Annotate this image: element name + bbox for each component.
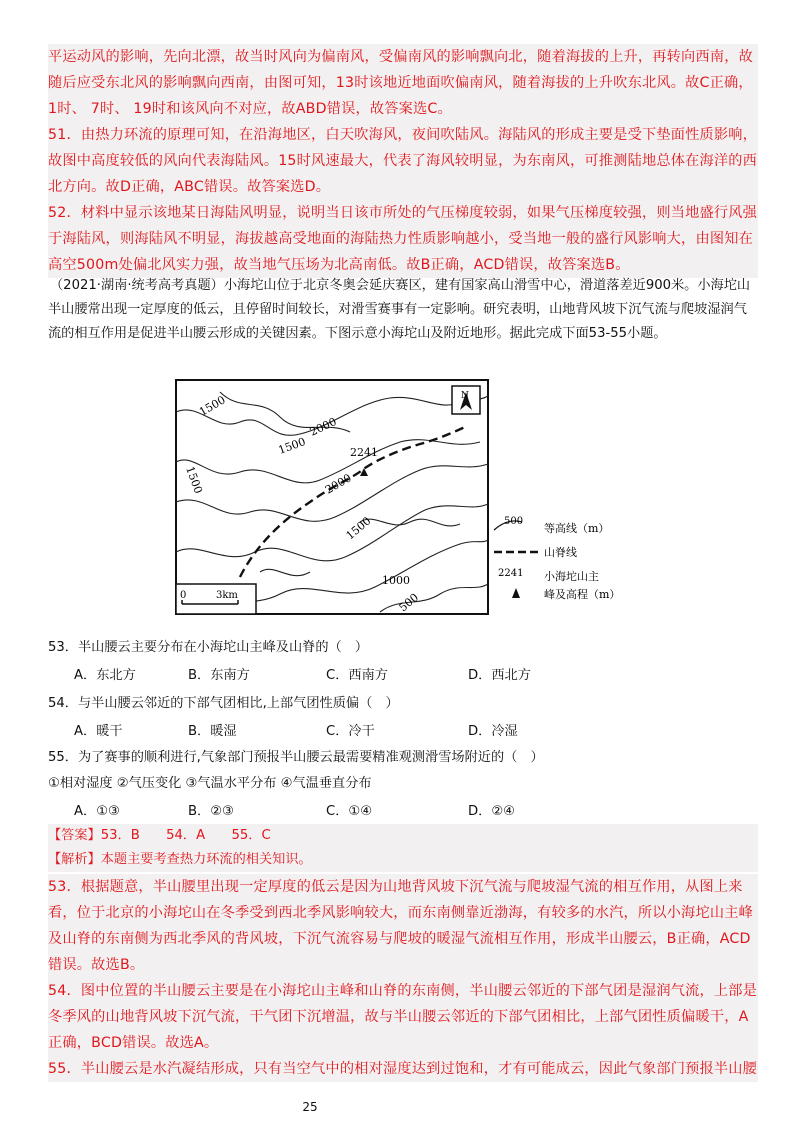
legend-contour-sample: 500 [504,516,524,527]
contour-label-4: 1500 [183,464,205,496]
peak-label: 2241 [350,446,378,459]
option-54-b[interactable]: B．暖湿 [188,724,237,739]
explanation-52: 52．材料中显示该地某日海陆风明显，说明当日该市所处的气压梯度较弱，如果气压梯度较强，则当地盛行风强于海陆风，则海陆风不明显，海拔越高受地面的海陆热力性质影响越小，受当地一般的盛行风影响大，由图知在高空500m处偏北风实力强，故当地气压场为北高南低。故B正确，ACD错误，故答案选B。 [48,200,758,278]
north-arrow [452,386,480,414]
question-intro: （2021·湖南·统考高考真题）小海坨山位于北京冬奥会延庆赛区，建有国家高山滑雪中心，滑道落差近900米。小海坨山半山腰常出现一定厚度的低云，且停留时间较长，对滑雪赛事有一定影响。研究表明，山地背风坡下沉气流与爬坡湿润气流的相互作用是促进半山腰云形成的关键因素。下图示意小海坨山及附近地形。据此完成下面53-55小题。 [48,278,751,341]
option-54-d[interactable]: D．冷湿 [468,724,518,739]
question-54: 54．与半山腰云邻近的下部气团相比,上部气团性质偏（ ） [48,696,399,711]
contour-label-3: 1500 [276,435,308,457]
option-55-b[interactable]: B．②③ [188,804,234,819]
question-54-options [62,720,742,744]
explanation-51: 51．由热力环流的原理可知，在沿海地区，白天吹海风，夜间吹陆风。海陆风的形成主要是受下垫面性质影响，故图中高度较低的风向代表海陆风。15时风速最大，代表了海风较明显，为东南风，可推测陆地总体在海洋的西北方向。故D正确，ABC错误。故答案选D。 [48,122,758,200]
contour-label-1: 1500 [197,393,228,419]
option-55-a[interactable]: A．①③ [74,804,120,819]
contour-label-7: 1000 [382,574,410,587]
option-55-c[interactable]: C．①④ [326,804,373,819]
scale-bar [176,584,256,614]
contour-label-8: 500 [396,590,422,615]
option-55-d[interactable]: D．②④ [468,804,515,819]
explanation-53: 53．根据题意，半山腰里出现一定厚度的低云是因为山地背风坡下沉气流与爬坡湿气流的相互作用，从图上来看，位于北京的小海坨山在冬季受到西北季风影响较大，而东南侧靠近渤海，有较多的水汽，所以小海坨山主峰及山脊的东南侧为西北季风的背风坡，下沉气流容易与爬坡的暖湿气流相互作用，形成半山腰云，B正确，ACD错误。故选B。 [48,874,758,978]
explanation-55: 55．半山腰云是水汽凝结形成，只有当空气中的相对湿度达到过饱和，才有可能成云，因此气象部门预报半山腰 [48,1056,758,1082]
option-53-b[interactable]: B．东南方 [188,668,250,683]
legend-contour: 等高线（m） [544,522,610,535]
legend-ridge: 山脊线 [544,546,577,559]
question-55-options [62,800,742,824]
contour-label-5: 2000 [323,471,354,497]
topographic-map [160,372,660,622]
answer-line: 【答案】53．B 54．A 55．C [48,824,758,848]
option-54-a[interactable]: A．暖干 [74,724,123,739]
legend-peak-2: 峰及高程（m） [544,588,621,601]
option-53-a[interactable]: A．东北方 [74,668,136,683]
scale-length: 3km [216,590,238,601]
question-53: 53．半山腰云主要分布在小海坨山主峰及山脊的（ ） [48,640,369,655]
option-54-c[interactable]: C．冷干 [326,724,375,739]
question-53-options [62,664,742,688]
legend-peak-sample: 2241 [498,568,524,579]
page-number: 25 [302,1100,318,1114]
legend-peak-1: 小海坨山主 [544,570,599,583]
analysis-line: 【解析】本题主要考查热力环流的相关知识。 [48,848,758,872]
question-55: 55．为了赛事的顺利进行,气象部门预报半山腰云最需要精准观测滑雪场附近的（ ） [48,750,544,765]
scale-zero: 0 [180,590,187,601]
explanation-54: 54．图中位置的半山腰云主要是在小海坨山主峰和山脊的东南侧，半山腰云邻近的下部气团是湿润气流，上部是冬季风的山地背风坡下沉气流，干气团下沉增温，故与半山腰云邻近的下部气团相比，上部气团性质偏暖干，A正确，BCD错误。故选A。 [48,978,758,1056]
north-label: N [461,391,469,401]
option-53-c[interactable]: C．西南方 [326,668,388,683]
map-legend [494,516,620,601]
contour-label-2: 2000 [307,415,339,439]
question-55-statements: ①相对湿度 ②气压变化 ③气温水平分布 ④气温垂直分布 [48,776,372,791]
contour-label-6: 1500 [343,514,374,543]
explanation-50-continued: 平运动风的影响，先向北漂，故当时风向为偏南风，受偏南风的影响飘向北，随着海拔的上升，再转向西南，故随后应受东北风的影响飘向西南，由图可知，13时该地近地面吹偏南风，随着海拔的上升吹东北风。故C正确，1时、 7时、 19时和该风向不对应，故ABD错误，故答案选C。 [48,44,758,122]
option-53-d[interactable]: D．西北方 [468,668,531,683]
